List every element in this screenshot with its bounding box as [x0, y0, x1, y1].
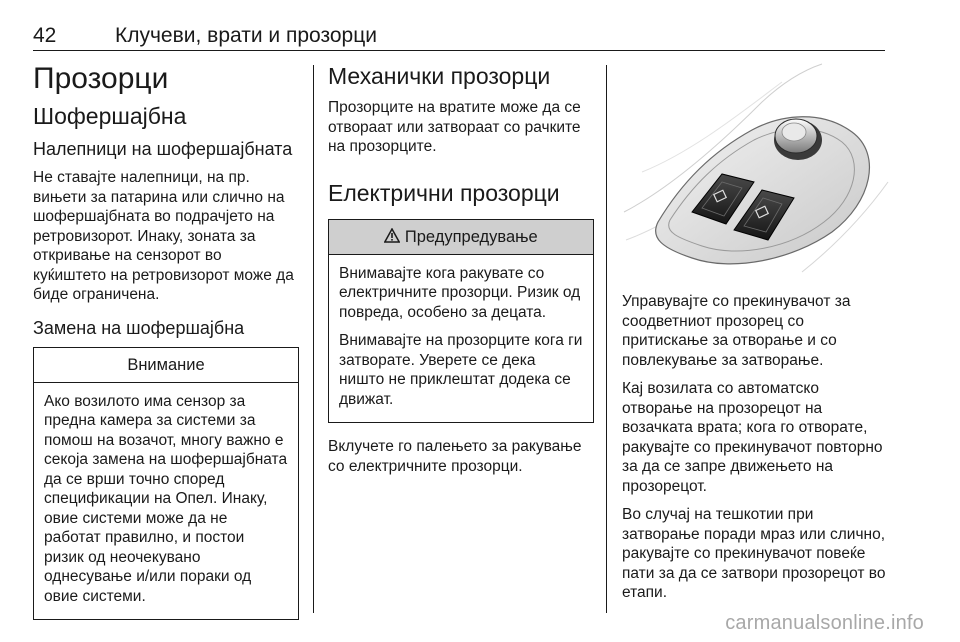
manual-windows-paragraph: Прозорците на вратите може да се отвораат или затвораат со рачките на прозорците.: [328, 99, 581, 155]
chapter-title: Клучеви, врати и прозорци: [115, 24, 377, 47]
subsection-heading-stickers: Налепници на шофершајбната: [33, 139, 293, 159]
section-heading-manual-windows: Механички прозорци: [328, 63, 551, 89]
warning-heading: Предупредување: [404, 227, 538, 246]
caution-box: [33, 347, 299, 621]
watermark: carmanualsonline.info: [725, 612, 924, 634]
column-right: [622, 62, 888, 612]
ice-paragraph: Во случај на тешкотии при затворање поради мраз или слично, ракувајте со прекинувачот повеќе пати за да се затвори прозорецот во етапи.: [622, 506, 886, 601]
section-heading-windscreen: Шофершајбна: [33, 103, 187, 129]
warning-paragraph-2: Внимавајте на прозорците кога ги затворате. Уверете се дека ништо не приклештат додека се движат.: [339, 332, 583, 408]
window-switch-illustration: [622, 62, 890, 278]
column-middle: [328, 62, 594, 485]
page-header: [33, 24, 885, 51]
warning-box: [328, 219, 594, 424]
column-left: [33, 62, 299, 620]
caution-body: [34, 383, 298, 620]
page-number: 42: [33, 24, 57, 47]
auto-open-paragraph: Кај возилата со автоматско отворање на прозорецот на возачката врата; кога го отворате, ракувајте со прекинувачот повторно за да се запре движењето на прозорецот.: [622, 380, 883, 495]
caution-text: Ако возилото има сензор за предна камера за системи за помош на возачот, многу важно е секоја замена на шофершајбната да се врши точно според спецификации на Опел. Инаку, овие системи може да не работат правилно, и постои ризик од неочекувано однесување и/или пораки од овие системи.: [44, 392, 288, 605]
ignition-paragraph: Вклучете го палењето за ракување со електричните прозорци.: [328, 438, 582, 475]
subsection-heading-replacement: Замена на шофершајбна: [33, 317, 245, 338]
column-divider: [606, 65, 607, 613]
warning-triangle-icon: [384, 228, 405, 246]
caution-heading: Внимание: [34, 348, 298, 383]
warning-body: [329, 255, 593, 423]
column-divider: [313, 65, 314, 613]
page-title: Прозорци: [33, 62, 169, 95]
stickers-paragraph: Не ставајте налепници, на пр. вињети за патарина или слично на шофершајбната во подрачјето на ретровизорот. Инаку, зоната за откривање на сензорот во куќиштето на ретровизорот може да биде ограничена.: [33, 169, 294, 303]
warning-heading-bar: [329, 220, 593, 255]
section-heading-power-windows: Електрични прозорци: [328, 179, 560, 206]
switch-operation-paragraph: Управувајте со прекинувачот за соодветниот прозорец со притискање за отворање и со повлекување за затворање.: [622, 293, 851, 369]
warning-paragraph-1: Внимавајте кога ракувате со електричните прозорци. Ризик од повреда, особено за децата.: [339, 264, 581, 321]
